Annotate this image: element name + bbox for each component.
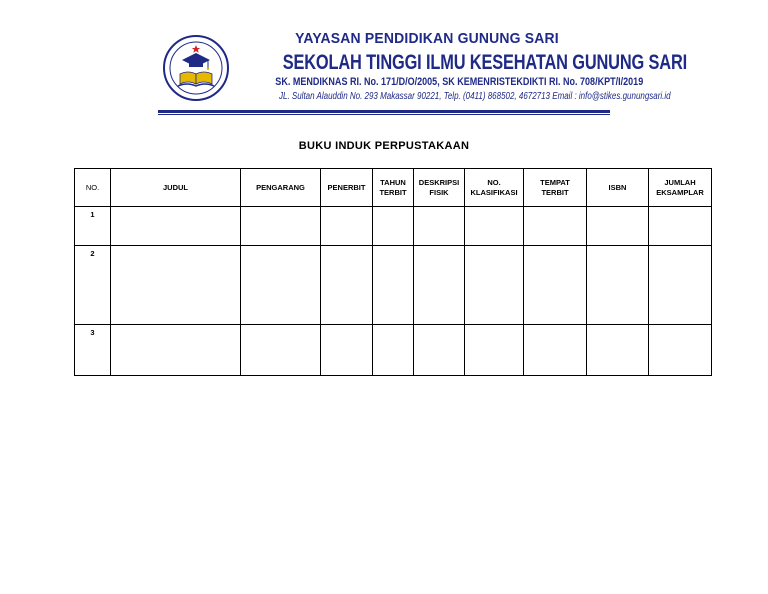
letterhead-divider [158, 110, 610, 113]
cell-judul [111, 207, 241, 246]
cell-tempat-terbit [524, 325, 587, 376]
header-isbn: ISBN [587, 169, 649, 207]
header-tempat-line1: TEMPAT [540, 177, 570, 187]
cell-tempat-terbit [524, 246, 587, 325]
cell-penerbit [321, 325, 373, 376]
header-deskripsi-line1: DESKRIPSI [418, 177, 460, 187]
letterhead-divider-thin [158, 114, 610, 115]
school-name: SEKOLAH TINGGI ILMU KESEHATAN GUNUNG SARI [282, 51, 688, 74]
table-row [75, 246, 712, 325]
cell-penerbit [321, 246, 373, 325]
library-register-table [74, 168, 712, 376]
header-jumlah-line2: EKSAMPLAR [656, 187, 704, 197]
cell-pengarang [241, 246, 321, 325]
header-tempat-terbit [524, 169, 587, 207]
cell-tempat-terbit [524, 207, 587, 246]
header-klasifikasi-line2: KLASIFIKASI [470, 187, 518, 197]
header-penerbit: PENERBIT [321, 169, 373, 207]
cell-pengarang [241, 325, 321, 376]
cell-isbn [587, 246, 649, 325]
table-row [75, 207, 712, 246]
cell-judul [111, 246, 241, 325]
table-row [75, 325, 712, 376]
letterhead [158, 30, 688, 116]
cell-deskripsi-fisik [414, 325, 465, 376]
header-no: NO. [75, 169, 111, 207]
header-jumlah-line1: JUMLAH [664, 177, 696, 187]
cell-no-klasifikasi [465, 207, 524, 246]
cell-no-klasifikasi [465, 325, 524, 376]
header-tahun-line2: TERBIT [379, 187, 407, 197]
foundation-name: YAYASAN PENDIDIKAN GUNUNG SARI [295, 30, 559, 47]
header-tempat-line2: TERBIT [541, 187, 569, 197]
row-number: 3 [75, 325, 111, 376]
cell-jumlah-eksamplar [649, 207, 712, 246]
row-number: 1 [75, 207, 111, 246]
cell-judul [111, 325, 241, 376]
cell-deskripsi-fisik [414, 246, 465, 325]
table-header-row [75, 169, 712, 207]
school-logo-icon [162, 34, 230, 102]
header-deskripsi-fisik [414, 169, 465, 207]
row-number: 2 [75, 246, 111, 325]
header-judul: JUDUL [111, 169, 241, 207]
cell-pengarang [241, 207, 321, 246]
decree-line: SK. MENDIKNAS RI. No. 171/D/O/2005, SK KEMENRISTEKDIKTI RI. No. 708/KPT/I/2019 [275, 76, 644, 88]
cell-deskripsi-fisik [414, 207, 465, 246]
header-pengarang: PENGARANG [241, 169, 321, 207]
cell-tahun-terbit [373, 246, 414, 325]
address-line: JL. Sultan Alauddin No. 293 Makassar 90221, Telp. (0411) 868502, 4672713 Email : info@stikes.gunungsari.id [279, 91, 671, 102]
cell-tahun-terbit [373, 207, 414, 246]
header-deskripsi-line2: FISIK [429, 187, 449, 197]
document-title: BUKU INDUK PERPUSTAKAAN [298, 140, 470, 152]
header-klasifikasi-line1: NO. [487, 177, 501, 187]
header-tahun-line1: TAHUN [380, 177, 406, 187]
cell-tahun-terbit [373, 325, 414, 376]
header-jumlah-eksamplar [649, 169, 712, 207]
cell-jumlah-eksamplar [649, 325, 712, 376]
header-tahun-terbit [373, 169, 414, 207]
header-no-klasifikasi [465, 169, 524, 207]
cell-isbn [587, 207, 649, 246]
cell-isbn [587, 325, 649, 376]
cell-jumlah-eksamplar [649, 246, 712, 325]
cell-no-klasifikasi [465, 246, 524, 325]
cell-penerbit [321, 207, 373, 246]
